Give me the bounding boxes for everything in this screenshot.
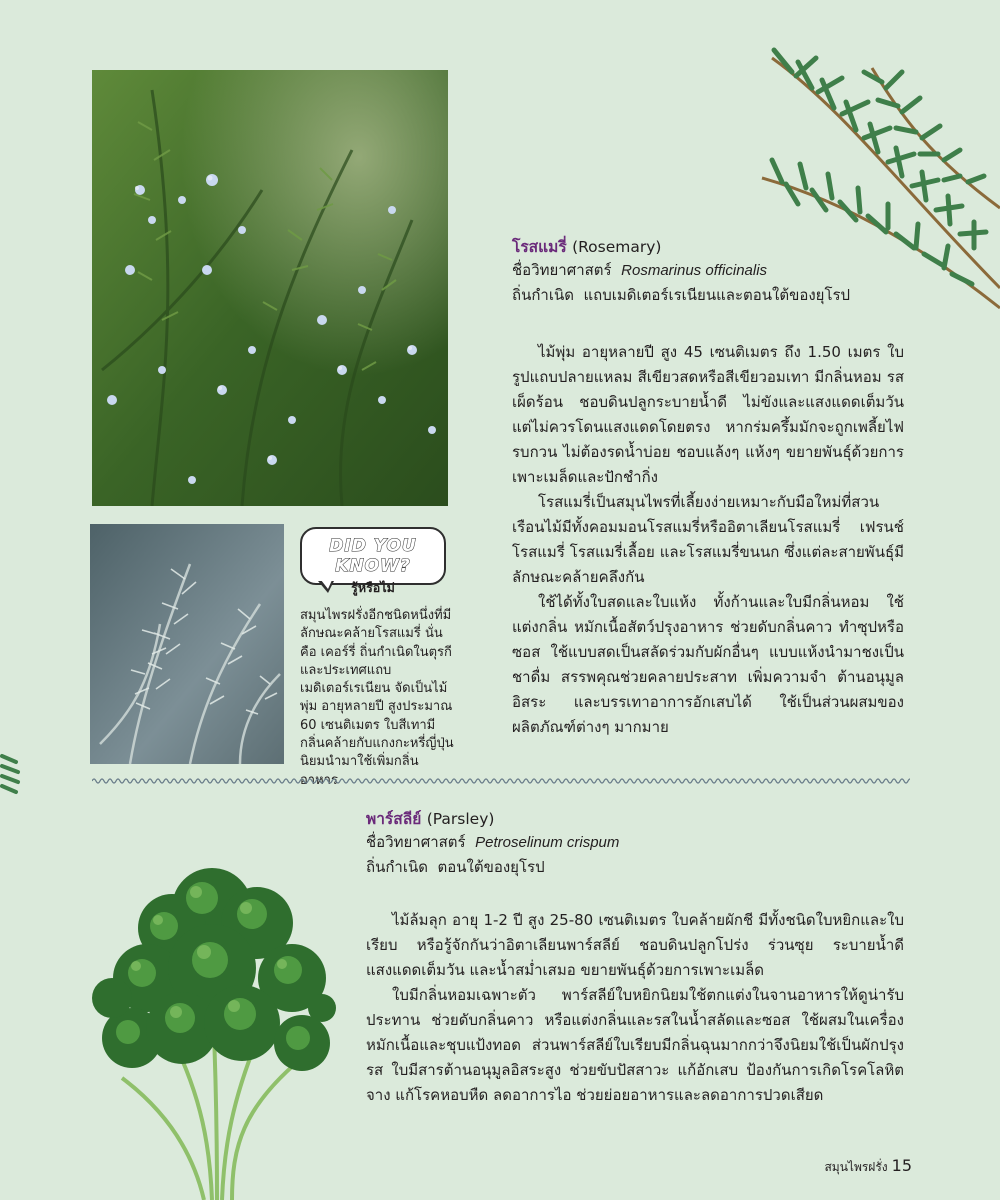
- rosemary-paragraph: โรสแมรี่เป็นสมุนไพรที่เลี้ยงง่ายเหมาะกับมือใหม่ที่สวนเรือนไม้มีทั้งคอมมอนโรสแมรี่หรืออิตาเลียนโรสแมรี่ เฟรนช์โรสแมรี่ โรสแมรี่เลื้อย และโรสแมรี่ขนนก ซึ่งแต่ละสายพันธุ์มีลักษณะคล้ายคลึงกัน: [512, 493, 904, 586]
- rosemary-scientific-name: ชื่อวิทยาศาสตร์ Rosmarinus officinalis: [512, 261, 768, 279]
- page-number: 15: [891, 1156, 912, 1175]
- parsley-description: [366, 908, 904, 1108]
- did-you-know-title-thai: รู้หรือไม่: [351, 580, 395, 595]
- rosemary-origin: ถิ่นกำเนิด แถบเมดิเตอร์เรเนียนและตอนใต้ของยุโรป: [512, 286, 851, 304]
- curry-plant-photo: [90, 524, 284, 764]
- parsley-paragraph: ไม้ล้มลุก อายุ 1-2 ปี สูง 25-80 เซนติเมตร ใบคล้ายผักชี มีทั้งชนิดใบหยิกและใบเรียบ หรือรู้จักกันว่าอิตาเลียนพาร์สลีย์ ชอบดินปลูกโปร่ง ร่วนซุย ระบายน้ำดี แสงแดดเต็มวัน และน้ำสม่ำเสมอ ขยายพันธุ์ด้วยการเพาะเมล็ด: [366, 911, 904, 979]
- rosemary-description: [512, 340, 904, 740]
- rosemary-paragraph: ไม้พุ่ม อายุหลายปี สูง 45 เซนติเมตร ถึง 1.50 เมตร ใบรูปแถบปลายแหลม สีเขียวสดหรือสีเขียวอมเทา มีกลิ่นหอม รสเผ็ดร้อน ชอบดินปลูกระบายน้ำดี ไม่ขังและแสงแดดเต็มวัน แต่ไม่ควรโดนแสงแดดโดยตรง หากร่มครึ้มมักจะถูกเพลี้ยไฟรบกวน ไม่ต้องรดน้ำบ่อย ชอบแล้งๆ แห้งๆ ขยายพันธุ์ด้วยการเพาะเมล็ดและปักชำกิ่ง: [512, 343, 904, 486]
- parsley-title: พาร์สลีย์ (Parsley): [366, 810, 495, 828]
- page-footer: [824, 1156, 912, 1177]
- did-you-know-badge: [300, 527, 446, 595]
- parsley-scientific-name: ชื่อวิทยาศาสตร์ Petroselinum crispum: [366, 833, 620, 851]
- parsley-illustration: [92, 848, 337, 1200]
- book-title: สมุนไพรฝรั่ง: [824, 1160, 888, 1174]
- rosemary-title: โรสแมรี่ (Rosemary): [512, 238, 662, 256]
- did-you-know-text: สมุนไพรฝรั่งอีกชนิดหนึ่งที่มีลักษณะคล้ายโรสแมรี่ นั่นคือ เคอร์รี่ ถิ่นกำเนิดในตุรกีและประเทศแถบเมดิเตอร์เรเนียน จัดเป็นไม้พุ่ม อายุหลายปี สูงประมาณ 60 เซนติเมตร ใบสีเทามีกลิ่นคล้ายกับแกงกะหรี่ญี่ปุ่น นิยมนำมาใช้เพิ่มกลิ่นอาหาร: [300, 608, 454, 788]
- leaf-edge-illustration: [0, 752, 22, 798]
- did-you-know-title: DID YOU KNOW?: [329, 536, 417, 576]
- speech-bubble-tail-fill: [321, 580, 332, 589]
- parsley-paragraph: ใบมีกลิ่นหอมเฉพาะตัว พาร์สลีย์ใบหยิกนิยมใช้ตกแต่งในจานอาหารให้ดูน่ารับประทาน ช่วยดับกลิ่นคาว หรือแต่งกลิ่นและรสในน้ำสลัดและซอส ใช้ผสมในเครื่องหมักเนื้อและชุบแป้งทอด ส่วนพาร์สลีย์ใบเรียบมีกลิ่นฉุนมากกว่าจึงนิยมใช้เป็นผักปรุงรส ใบมีสารต้านอนุมูลอิสระสูง ช่วยขับปัสสาวะ แก้อักเสบ ป้องกันการเกิดโรคโลหิตจาง แก้โรคหอบหืด ลดอาการไอ ช่วยย่อยอาหารและลดอาการปวดเสียด: [366, 986, 904, 1104]
- wavy-divider: [92, 776, 910, 786]
- rosemary-photo: [92, 70, 448, 506]
- rosemary-paragraph: ใช้ได้ทั้งใบสดและใบแห้ง ทั้งก้านและใบมีกลิ่นหอม ใช้แต่งกลิ่น หมักเนื้อสัตว์ปรุงอาหาร ช่วยดับกลิ่นคาว ทำซุปหรือซอส ใช้แบบสดเป็นสลัดร่วมกับผักอื่นๆ แบบแห้งนำมาชงเป็นชาดื่ม สรรพคุณช่วยคลายประสาท เพิ่มความจำ ต้านอนุมูลอิสระ และบรรเทาอาการอักเสบได้ ใช้เป็นส่วนผสมของผลิตภัณฑ์ต่างๆ มากมาย: [512, 593, 904, 736]
- parsley-origin: ถิ่นกำเนิด ตอนใต้ของยุโรป: [366, 858, 545, 876]
- rosemary-sprig-illustration: [752, 38, 1000, 318]
